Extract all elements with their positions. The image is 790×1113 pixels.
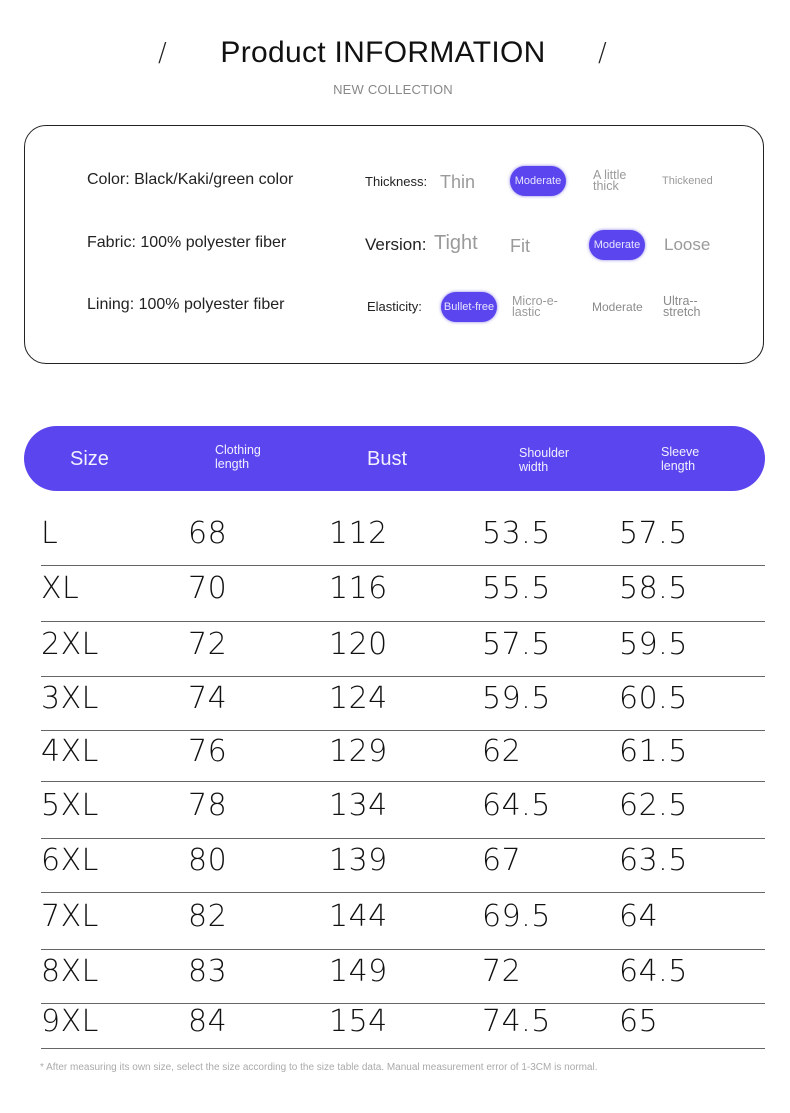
cell-shoulder-width: 67 [482, 843, 522, 878]
version-option-moderate: Moderate [589, 230, 645, 260]
cell-sleeve-length: 57.5 [619, 516, 688, 551]
cell-sleeve-length: 62.5 [619, 788, 688, 823]
measurement-footnote: * After measuring its own size, select the size according to the size table data. Manual measurement error of 1-3CM is normal. [40, 1062, 598, 1073]
cell-clothing-length: 68 [188, 516, 228, 551]
cell-clothing-length: 80 [188, 843, 228, 878]
cell-bust: 139 [329, 843, 388, 878]
cell-shoulder-width: 59.5 [482, 681, 551, 716]
spec-fabric: Fabric: 100% polyester fiber [87, 234, 287, 251]
cell-size: XL [41, 571, 80, 606]
elasticity-option-bullet-free: Bullet-free [441, 292, 497, 322]
cell-shoulder-width: 53.5 [482, 516, 551, 551]
version-label: Version: [365, 235, 427, 254]
cell-bust: 149 [329, 954, 388, 989]
version-option-tight: Tight [434, 232, 478, 254]
table-row [41, 838, 765, 893]
table-row [41, 621, 765, 677]
table-row [41, 1003, 765, 1049]
table-row [41, 949, 765, 1004]
cell-size: 4XL [41, 734, 99, 769]
version-option-loose: Loose [664, 235, 711, 254]
cell-sleeve-length: 59.5 [619, 627, 688, 662]
cell-shoulder-width: 72 [482, 954, 522, 989]
version-option-fit: Fit [510, 236, 530, 256]
cell-bust: 129 [329, 734, 388, 769]
cell-clothing-length: 76 [188, 734, 228, 769]
cell-sleeve-length: 58.5 [619, 571, 688, 606]
cell-clothing-length: 84 [188, 1004, 228, 1039]
cell-clothing-length: 78 [188, 788, 228, 823]
column-header-bust: Bust [367, 448, 408, 470]
cell-bust: 154 [329, 1004, 388, 1039]
cell-sleeve-length: 65 [619, 1004, 659, 1039]
table-row [41, 510, 765, 566]
cell-shoulder-width: 57.5 [482, 627, 551, 662]
thickness-option-moderate: Moderate [510, 166, 566, 196]
title-slash-left: / [158, 38, 167, 68]
elasticity-option-micro-elastic: Micro-e-lastic [512, 294, 558, 319]
cell-clothing-length: 74 [188, 681, 228, 716]
table-row [41, 565, 765, 622]
thickness-label: Thickness: [365, 174, 428, 189]
cell-clothing-length: 83 [188, 954, 228, 989]
table-row [41, 676, 765, 731]
elasticity-option-ultra-stretch: Ultra--stretch [663, 294, 701, 319]
cell-sleeve-length: 64.5 [619, 954, 688, 989]
cell-bust: 134 [329, 788, 388, 823]
column-header-clothing-length: Clothing length [215, 443, 261, 472]
cell-sleeve-length: 63.5 [619, 843, 688, 878]
thickness-option-thin: Thin [440, 172, 476, 192]
cell-shoulder-width: 74.5 [482, 1004, 551, 1039]
cell-clothing-length: 72 [188, 627, 228, 662]
elasticity-label: Elasticity: [367, 299, 422, 314]
thickness-option-little-thick: A little thick [593, 168, 627, 194]
column-header-sleeve-length: Sleeve length [661, 445, 700, 474]
cell-bust: 120 [329, 627, 388, 662]
table-row [41, 892, 765, 950]
cell-size: 8XL [41, 954, 99, 989]
table-row [41, 730, 765, 782]
cell-size: 7XL [41, 899, 99, 934]
cell-shoulder-width: 64.5 [482, 788, 551, 823]
spec-color: Color: Black/Kaki/green color [87, 171, 294, 188]
cell-sleeve-length: 61.5 [619, 734, 688, 769]
cell-clothing-length: 70 [188, 571, 228, 606]
cell-shoulder-width: 69.5 [482, 899, 551, 934]
thickness-option-thickened: Thickened [662, 175, 713, 187]
cell-size: L [41, 516, 59, 551]
elasticity-option-moderate: Moderate [592, 300, 643, 314]
table-row [41, 781, 765, 839]
cell-shoulder-width: 62 [482, 734, 522, 769]
cell-bust: 124 [329, 681, 388, 716]
cell-clothing-length: 82 [188, 899, 228, 934]
cell-sleeve-length: 64 [619, 899, 659, 934]
cell-size: 2XL [41, 627, 99, 662]
column-header-shoulder-width: Shoulder width [519, 446, 570, 475]
size-table-header [24, 426, 765, 491]
cell-size: 5XL [41, 788, 99, 823]
cell-size: 9XL [41, 1004, 99, 1039]
page-title: Product INFORMATION [220, 36, 546, 69]
cell-sleeve-length: 60.5 [619, 681, 688, 716]
spec-lining: Lining: 100% polyester fiber [87, 296, 285, 313]
cell-bust: 112 [329, 516, 388, 551]
cell-bust: 144 [329, 899, 388, 934]
column-header-size: Size [70, 448, 109, 470]
title-slash-right: / [598, 38, 607, 68]
cell-size: 3XL [41, 681, 99, 716]
cell-size: 6XL [41, 843, 99, 878]
cell-bust: 116 [329, 571, 388, 606]
product-info-box [24, 125, 764, 364]
page-subtitle: NEW COLLECTION [333, 82, 453, 97]
cell-shoulder-width: 55.5 [482, 571, 551, 606]
